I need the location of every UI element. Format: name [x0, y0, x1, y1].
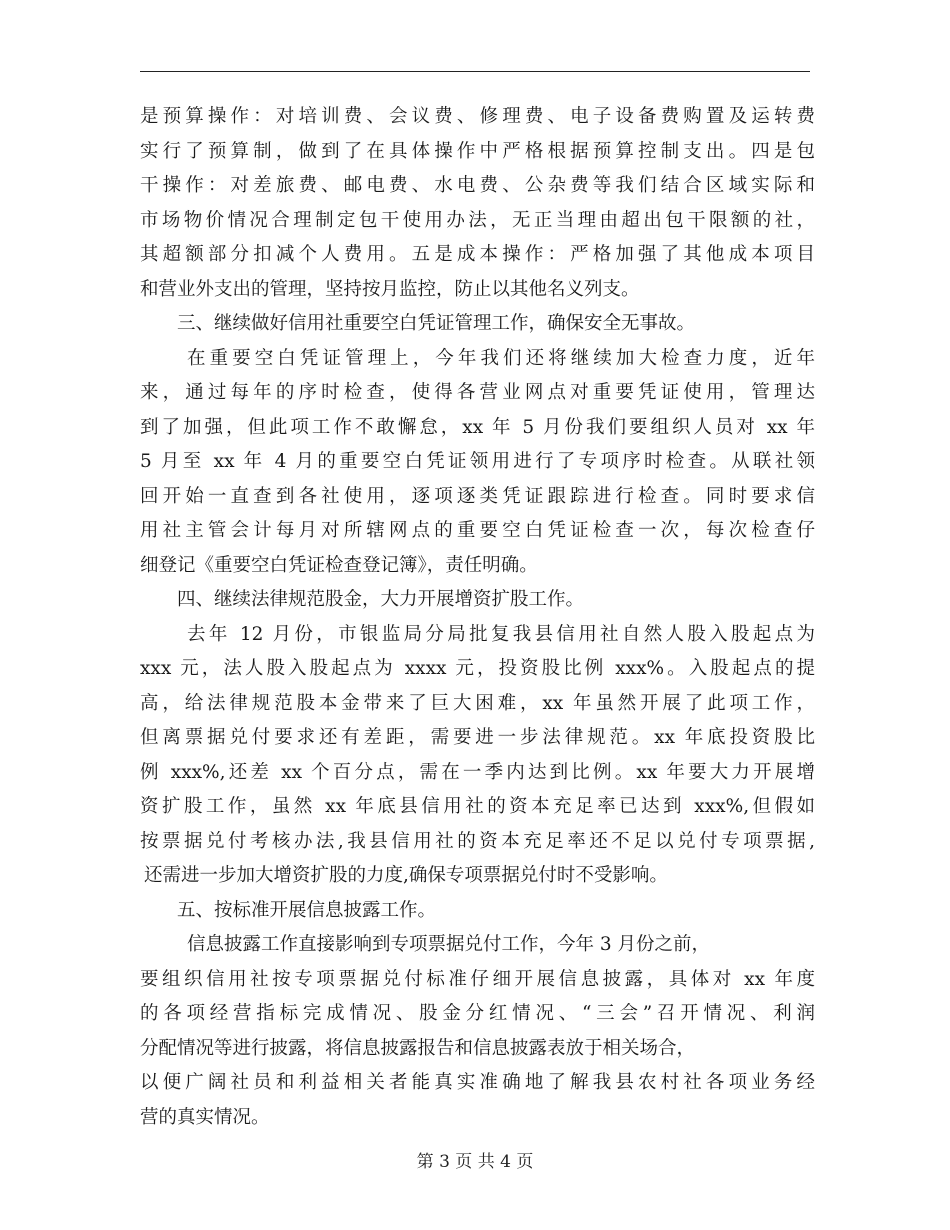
text-line: 细登记《重要空白凭证检查登记簿》，责任明确。 — [140, 554, 538, 576]
text-line: 到了加强，但此项工作不敢懈怠，xx 年 5 月份我们要组织人员对 xx 年 — [140, 416, 815, 438]
text-line: 信息披露工作直接影响到专项票据兑付工作，今年 3 月份之前， — [187, 934, 711, 955]
text-line: 干操作：对差旅费、邮电费、水电费、公杂费等我们结合区域实际和 — [140, 175, 815, 196]
text-line: 市场物价情况合理制定包干使用办法，无正当理由超出包干限额的社， — [140, 209, 815, 231]
text-line: 在重要空白凭证管理上，今年我们还将继续加大检查力度，近年 — [187, 347, 815, 369]
text-line: 来，通过每年的序时检查，使得各营业网点对重要凭证使用，管理达 — [140, 382, 815, 403]
page-number: 第 3 页 共 4 页 — [416, 1152, 534, 1172]
text-line: xxx 元，法人股入股起点为 xxxx 元，投资股比例 xxx%。入股起点的提 — [140, 658, 815, 679]
section-heading: 五、按标准开展信息披露工作。 — [177, 899, 437, 921]
text-line: 要组织信用社按专项票据兑付标准仔细开展信息披露，具体对 xx 年度 — [140, 968, 815, 990]
text-line: 营的真实情况。 — [140, 1106, 270, 1128]
text-line: 的各项经营指标完成情况、股金分红情况、“三会”召开情况、利润 — [140, 1003, 815, 1024]
text-line: 回开始一直查到各社使用，逐项逐类凭证跟踪进行检查。同时要求信 — [140, 485, 815, 507]
text-line: 高，给法律规范股本金带来了巨大困难，xx 年虽然开展了此项工作， — [140, 692, 815, 714]
text-line: 实行了预算制，做到了在具体操作中严格根据预算控制支出。四是包 — [140, 140, 815, 162]
text-line: 其超额部分扣减个人费用。五是成本操作：严格加强了其他成本项目 — [140, 244, 815, 265]
text-line: 资扩股工作，虽然 xx 年底县信用社的资本充足率已达到 xxx%,但假如 — [140, 796, 815, 817]
document-body — [140, 100, 815, 1135]
text-line: 用社主管会计每月对所辖网点的重要空白凭证检查一次，每次检查仔 — [140, 520, 815, 541]
text-line: 还需进一步加大增资扩股的力度,确保专项票据兑付时不受影响。 — [144, 865, 668, 886]
section-heading: 四、继续法律规范股金，大力开展增资扩股工作。 — [177, 589, 585, 610]
text-line: 按票据兑付考核办法,我县信用社的资本充足率还不足以兑付专项票据, — [140, 830, 815, 852]
text-line: 5 月至 xx 年 4 月的重要空白凭证领用进行了专项序时检查。从联社领 — [140, 451, 815, 472]
text-line: 以便广阔社员和利益相关者能真实准确地了解我县农村社各项业务经 — [140, 1072, 815, 1093]
text-line: 分配情况等进行披露，将信息披露报告和信息披露表放于相关场合， — [140, 1037, 696, 1059]
text-line: 去年 12 月份，市银监局分局批复我县信用社自然人股入股起点为 — [187, 623, 815, 645]
text-line: 和营业外支出的管理，坚持按月监控，防止以其他名义列支。 — [140, 278, 640, 300]
text-line: 是预算操作：对培训费、会议费、修理费、电子设备费购置及运转费 — [140, 106, 815, 127]
section-heading: 三、继续做好信用社重要空白凭证管理工作，确保安全无事故。 — [177, 313, 696, 334]
text-line: 例 xxx%,还差 xx 个百分点，需在一季内达到比例。xx 年要大力开展增 — [140, 761, 815, 783]
text-line: 但离票据兑付要求还有差距，需要进一步法律规范。xx 年底投资股比 — [140, 727, 815, 748]
header-rule — [140, 71, 810, 72]
